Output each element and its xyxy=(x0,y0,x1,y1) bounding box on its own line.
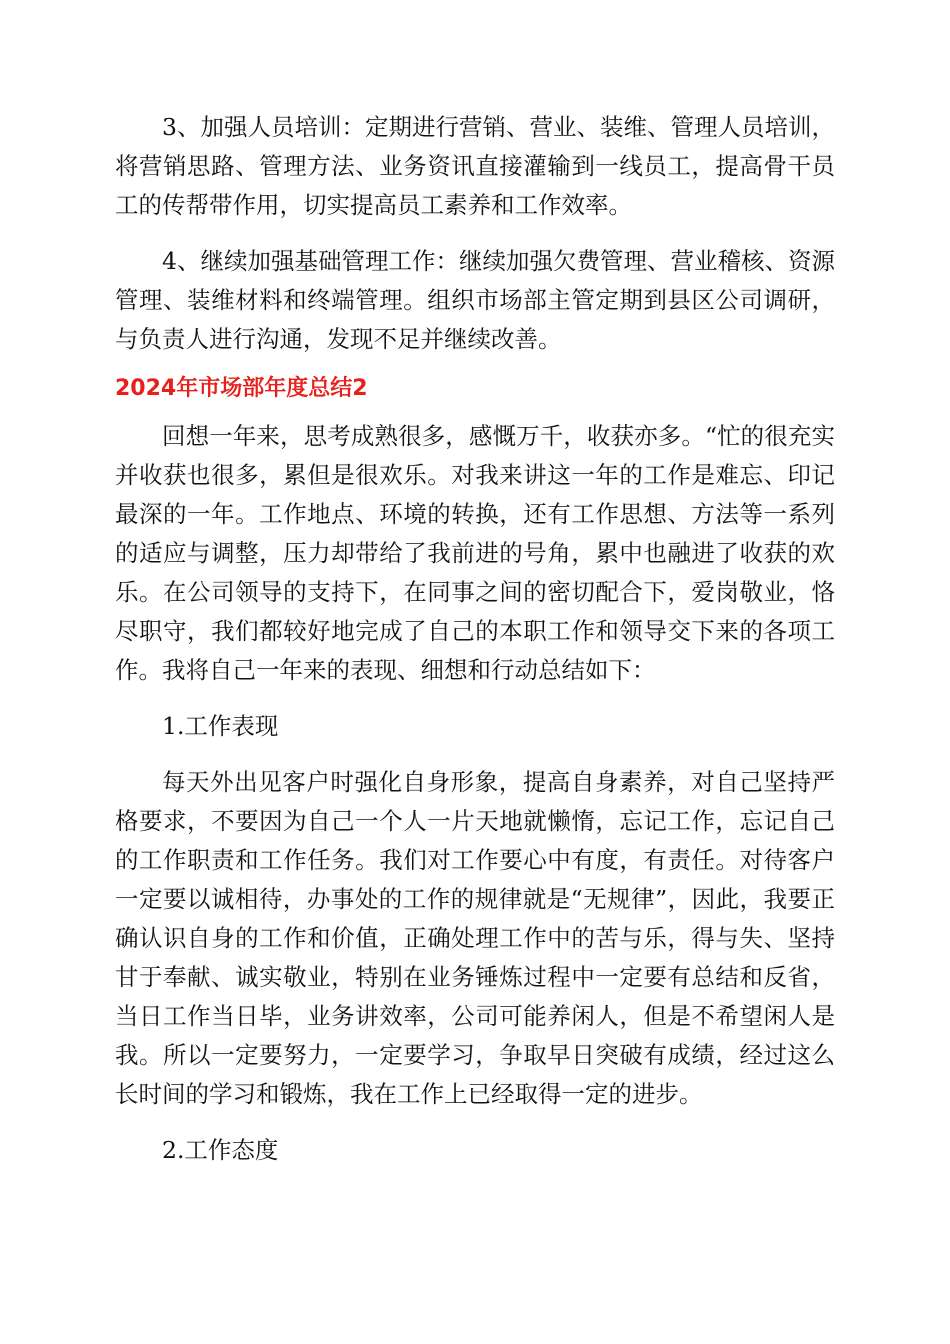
paragraph-work-performance: 每天外出见客户时强化自身形象，提高自身素养，对自己坚持严格要求，不要因为自己一个人一片天地就懒惰，忘记工作，忘记自己的工作职责和工作任务。我们对工作要心中有度，有责任。对待客户一定要以诚相待，办事处的工作的规律就是“无规律”，因此，我要正确认识自身的工作和价值，正确处理工作中的苦与乐，得与失、坚持甘于奉献、诚实敬业，特别在业务锤炼过程中一定要有总结和反省，当日工作当日毕，业务讲效率，公司可能养闲人，但是不希望闲人是我。所以一定要努力，一定要学习，争取早日突破有成绩，经过这么长时间的学习和锻炼，我在工作上已经取得一定的进步。 xyxy=(115,768,835,1108)
document-body xyxy=(115,108,835,1170)
paragraph-spacer xyxy=(115,1114,835,1131)
paragraph-intro: 回想一年来，思考成熟很多，感慨万千，收获亦多。“忙的很充实并收获也很多，累但是很欢乐。对我来讲这一年的工作是难忘、印记最深的一年。工作地点、环境的转换，还有工作思想、方法等一系列的适应与调整，压力却带给了我前进的号角，累中也融进了收获的欢乐。在公司领导的支持下，在同事之间的密切配合下，爱岗敬业，恪尽职守，我们都较好地完成了自己的本职工作和领导交下来的各项工作。我将自己一年来的表现、细想和行动总结如下： xyxy=(115,422,835,684)
paragraph-spacer xyxy=(115,690,835,707)
heading-spacer-top xyxy=(115,359,835,371)
heading-spacer-bottom xyxy=(115,407,835,417)
section-heading: 2024年市场部年度总结2 xyxy=(115,376,368,401)
subheading-work-performance: 1.工作表现 xyxy=(162,712,279,740)
paragraph-spacer xyxy=(115,746,835,763)
subheading-work-attitude: 2.工作态度 xyxy=(162,1136,279,1164)
paragraph-spacer xyxy=(115,225,835,242)
paragraph-training: 3、加强人员培训：定期进行营销、营业、装维、管理人员培训，将营销思路、管理方法、业务资讯直接灌输到一线员工，提高骨干员工的传帮带作用，切实提高员工素养和工作效率。 xyxy=(115,113,835,219)
paragraph-basic-management: 4、继续加强基础管理工作：继续加强欠费管理、营业稽核、资源管理、装维材料和终端管理。组织市场部主管定期到县区公司调研，与负责人进行沟通，发现不足并继续改善。 xyxy=(115,247,835,353)
